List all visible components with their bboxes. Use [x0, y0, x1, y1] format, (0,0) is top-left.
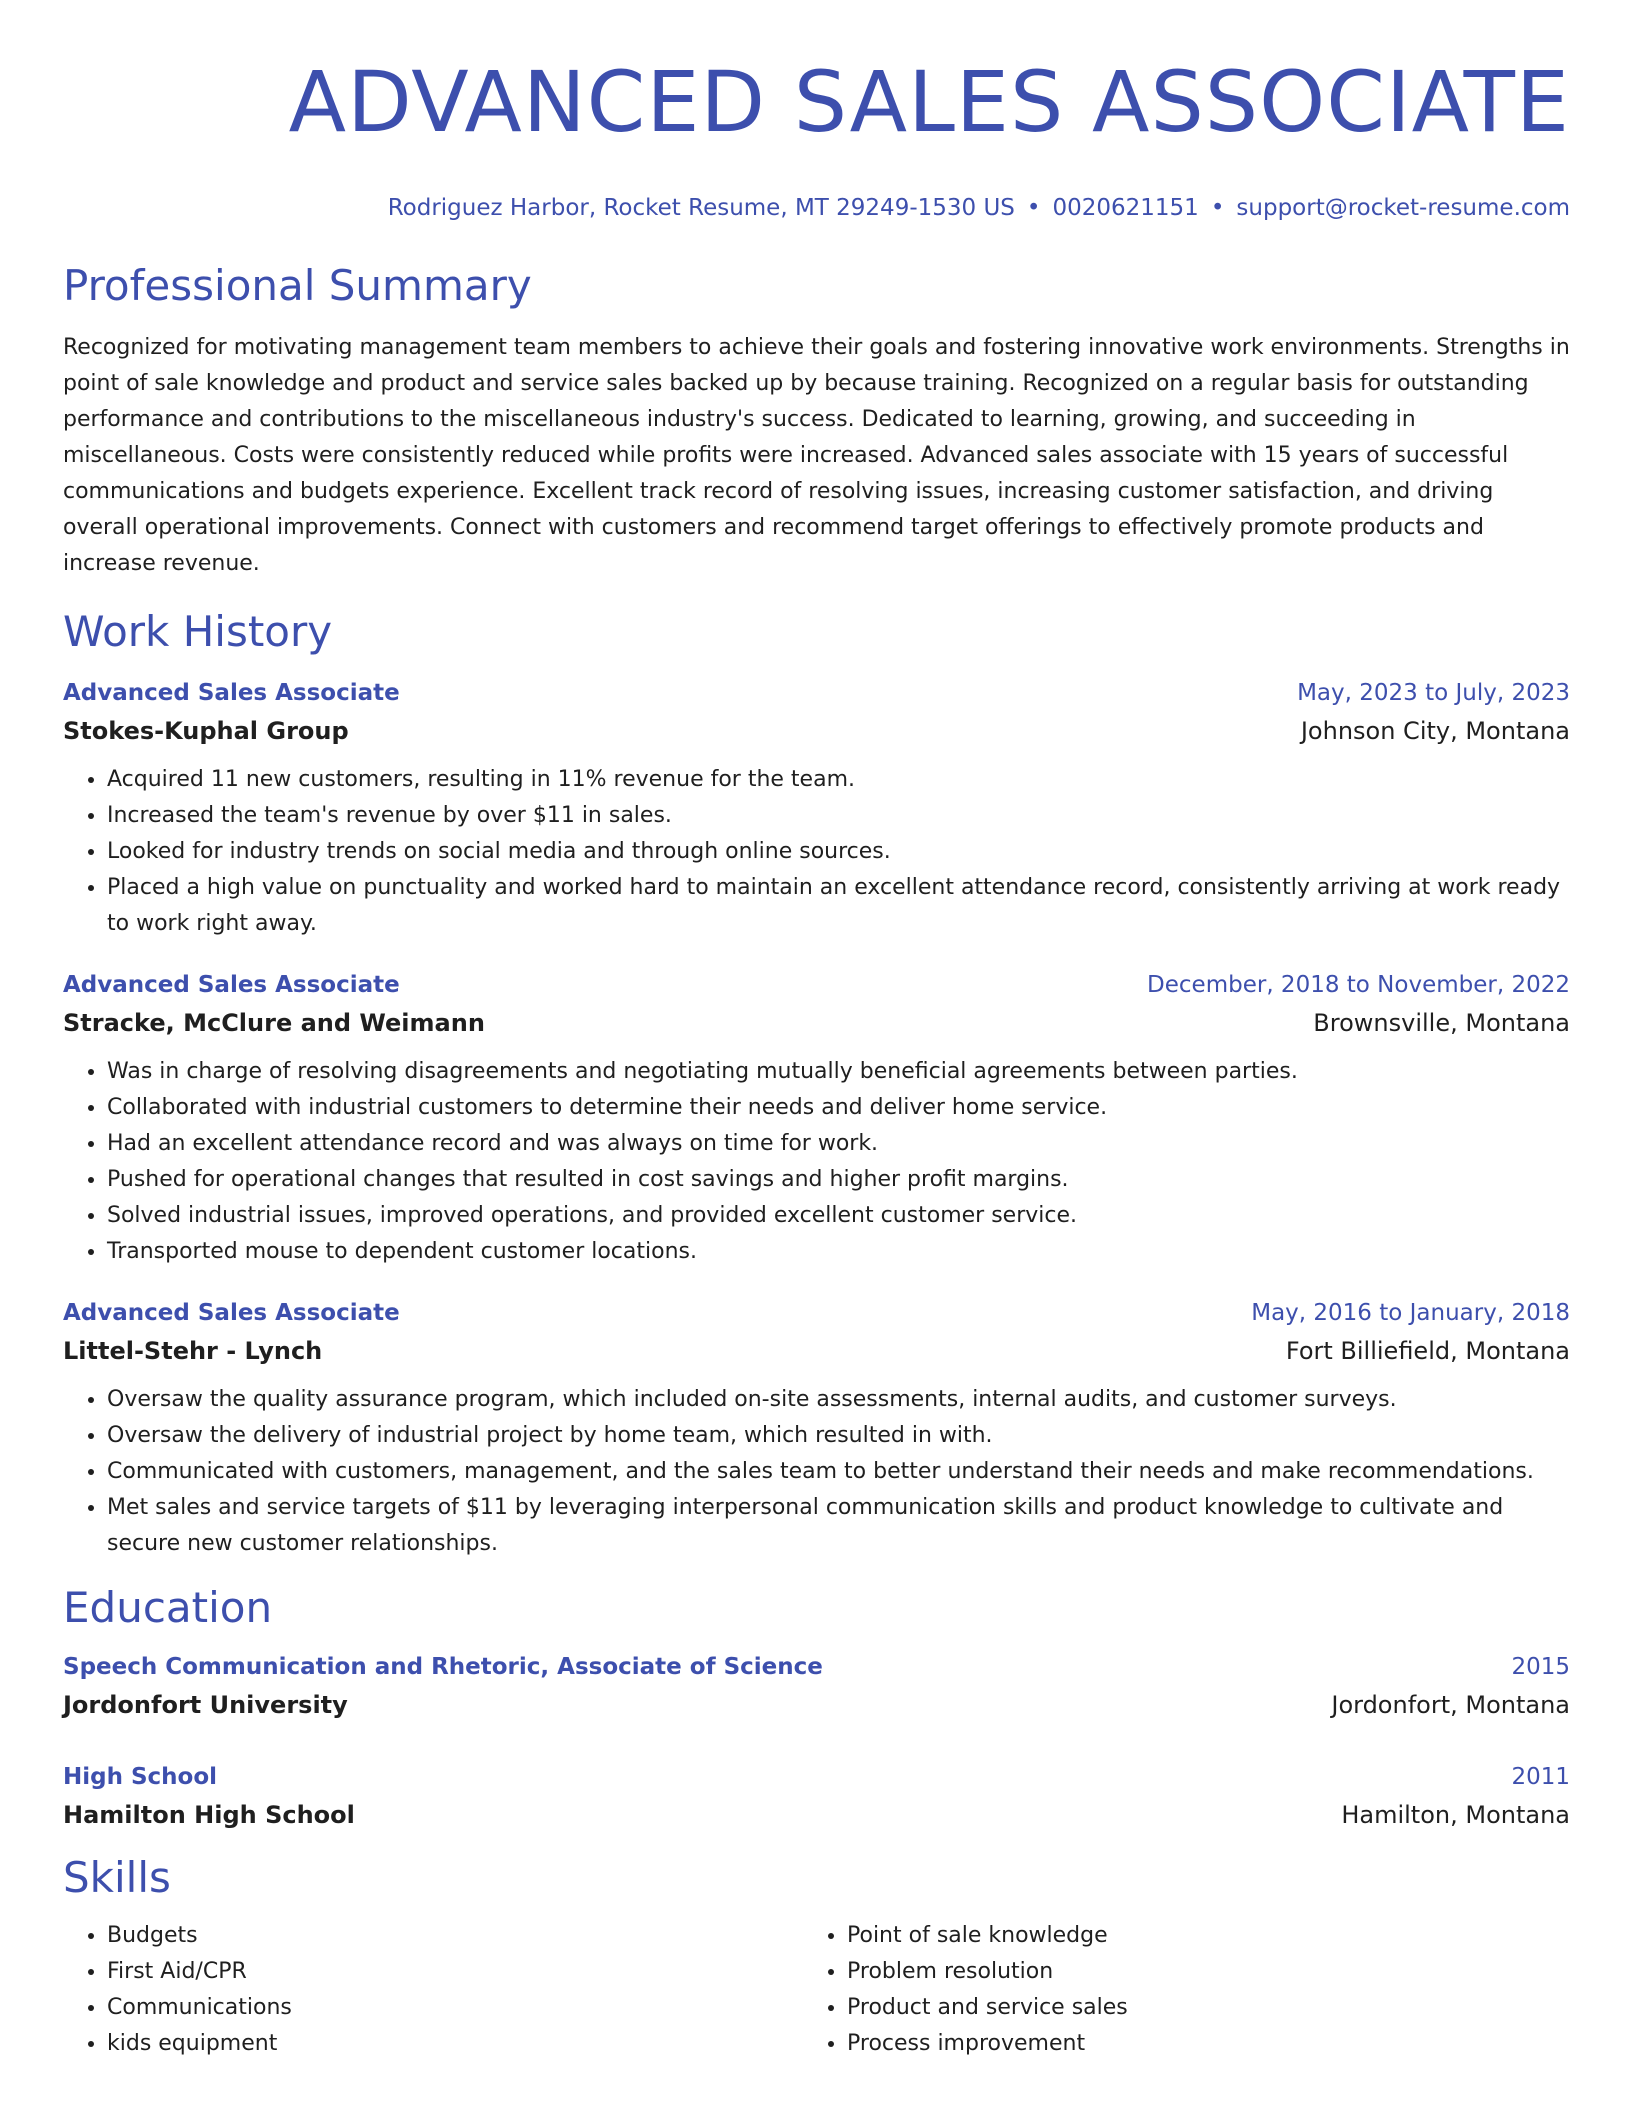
contact-phone: 0020621151 — [1052, 195, 1199, 221]
skills-section — [63, 1852, 1570, 2062]
education-degree: High School — [63, 1764, 218, 1790]
job-bullet: • Pushed for operational changes that resulted in cost savings and higher profit margins. — [107, 1162, 1570, 1198]
job-company-row — [63, 1332, 1570, 1370]
skill-item: • Point of sale knowledge — [847, 1918, 1543, 1954]
job-header-row — [63, 674, 1570, 712]
contact-email[interactable]: support@rocket-resume.com — [1236, 195, 1570, 221]
job-bullet: • Looked for industry trends on social media and through online sources. — [107, 834, 1570, 870]
contact-address: Rodriguez Harbor, Rocket Resume, MT 29249-1530 US — [387, 195, 1015, 221]
job-company-row — [63, 1004, 1570, 1042]
job-location: Brownsville, Montana — [1313, 1009, 1570, 1037]
job-bullet: • Oversaw the quality assurance program, which included on-site assessments, internal audits, and customer surveys. — [107, 1382, 1570, 1418]
education-year: 2015 — [1511, 1654, 1570, 1680]
job-bullet: • Increased the team's revenue by over $11 in sales. — [107, 798, 1570, 834]
skills-list — [803, 1918, 1543, 2062]
section-title-skills: Skills — [63, 1853, 171, 1902]
job-bullet: • Oversaw the delivery of industrial project by home team, which resulted in with. — [107, 1418, 1570, 1454]
job-dates: May, 2016 to January, 2018 — [1251, 1300, 1570, 1326]
job-entry — [63, 674, 1570, 942]
job-company: Littel-Stehr - Lynch — [63, 1337, 323, 1365]
job-header-row — [63, 1294, 1570, 1332]
skills-list — [63, 1918, 803, 2062]
job-role: Advanced Sales Associate — [63, 972, 400, 998]
education-header-row — [63, 1648, 1570, 1686]
job-bullets — [63, 762, 1570, 942]
skills-column-right — [803, 1918, 1543, 2062]
summary-text: Recognized for motivating management team members to achieve their goals and fostering innovative work environments. Strengths in point of sale knowledge and product and service sales backed up by because training. Recognized on a regular basis for outstanding performance and contributions to the miscellaneous industry's success. Dedicated to learning, growing, and succeeding in miscellaneous. Costs were consistently reduced while profits were increased. Advanced sales associate with 15 years of successful communications and budgets experience. Excellent track record of resolving issues, increasing customer satisfaction, and driving overall operational improvements. Connect with customers and recommend target offerings to effectively promote products and increase revenue. — [63, 335, 1570, 576]
job-bullet: • Acquired 11 new customers, resulting in 11% revenue for the team. — [107, 762, 1570, 798]
job-dates: December, 2018 to November, 2022 — [1147, 972, 1570, 998]
job-bullets — [63, 1382, 1570, 1562]
skills-grid — [63, 1918, 1570, 2062]
work-history-section — [63, 606, 1570, 1562]
job-bullet: • Met sales and service targets of $11 by leveraging interpersonal communication skills and product knowledge to cultivate and secure new customer relationships. — [107, 1490, 1570, 1562]
contact-line — [63, 192, 1570, 224]
contact-separator: • — [1210, 195, 1225, 221]
job-entry — [63, 1294, 1570, 1562]
education-entry — [63, 1758, 1570, 1834]
skills-column-left — [63, 1918, 803, 2062]
section-title-education: Education — [63, 1583, 273, 1632]
skill-item: • First Aid/CPR — [107, 1954, 803, 1990]
job-company: Stokes-Kuphal Group — [63, 717, 349, 745]
job-company: Stracke, McClure and Weimann — [63, 1009, 485, 1037]
job-bullets — [63, 1054, 1570, 1270]
skill-item: • Problem resolution — [847, 1954, 1543, 1990]
professional-summary-section — [63, 260, 1570, 582]
skill-item: • Product and service sales — [847, 1990, 1543, 2026]
education-section — [63, 1582, 1570, 1834]
education-year: 2011 — [1511, 1764, 1570, 1790]
skill-item: • Communications — [107, 1990, 803, 2026]
job-entry — [63, 966, 1570, 1270]
job-bullet: • Collaborated with industrial customers to determine their needs and deliver home service. — [107, 1090, 1570, 1126]
job-location: Johnson City, Montana — [1300, 717, 1570, 745]
job-location: Fort Billiefield, Montana — [1285, 1337, 1570, 1365]
education-school: Hamilton High School — [63, 1801, 355, 1829]
job-bullet: • Had an excellent attendance record and was always on time for work. — [107, 1126, 1570, 1162]
education-school-row — [63, 1796, 1570, 1834]
section-title-summary: Professional Summary — [63, 261, 532, 310]
education-school: Jordonfort University — [63, 1691, 348, 1719]
job-company-row — [63, 712, 1570, 750]
job-role: Advanced Sales Associate — [63, 680, 400, 706]
education-header-row — [63, 1758, 1570, 1796]
contact-separator: • — [1026, 195, 1041, 221]
education-degree: Speech Communication and Rhetoric, Associate of Science — [63, 1654, 823, 1680]
education-location: Jordonfort, Montana — [1331, 1691, 1570, 1719]
job-header-row — [63, 966, 1570, 1004]
job-bullet: • Communicated with customers, management, and the sales team to better understand their needs and make recommendations. — [107, 1454, 1570, 1490]
skill-item: • Budgets — [107, 1918, 803, 1954]
education-entry — [63, 1648, 1570, 1724]
education-school-row — [63, 1686, 1570, 1724]
section-title-work-history: Work History — [63, 607, 333, 656]
resume-header — [63, 52, 1570, 224]
job-bullet: • Placed a high value on punctuality and worked hard to maintain an excellent attendance record, consistently arriving at work ready to work right away. — [107, 870, 1570, 942]
job-role: Advanced Sales Associate — [63, 1300, 400, 1326]
job-bullet: • Was in charge of resolving disagreements and negotiating mutually beneficial agreements between parties. — [107, 1054, 1570, 1090]
education-location: Hamilton, Montana — [1341, 1801, 1570, 1829]
candidate-title: ADVANCED SALES ASSOCIATE — [288, 53, 1570, 151]
job-bullet: • Solved industrial issues, improved operations, and provided excellent customer service. — [107, 1198, 1570, 1234]
skill-item: • kids equipment — [107, 2026, 803, 2062]
job-bullet: • Transported mouse to dependent customer locations. — [107, 1234, 1570, 1270]
job-dates: May, 2023 to July, 2023 — [1297, 680, 1570, 706]
skill-item: • Process improvement — [847, 2026, 1543, 2062]
